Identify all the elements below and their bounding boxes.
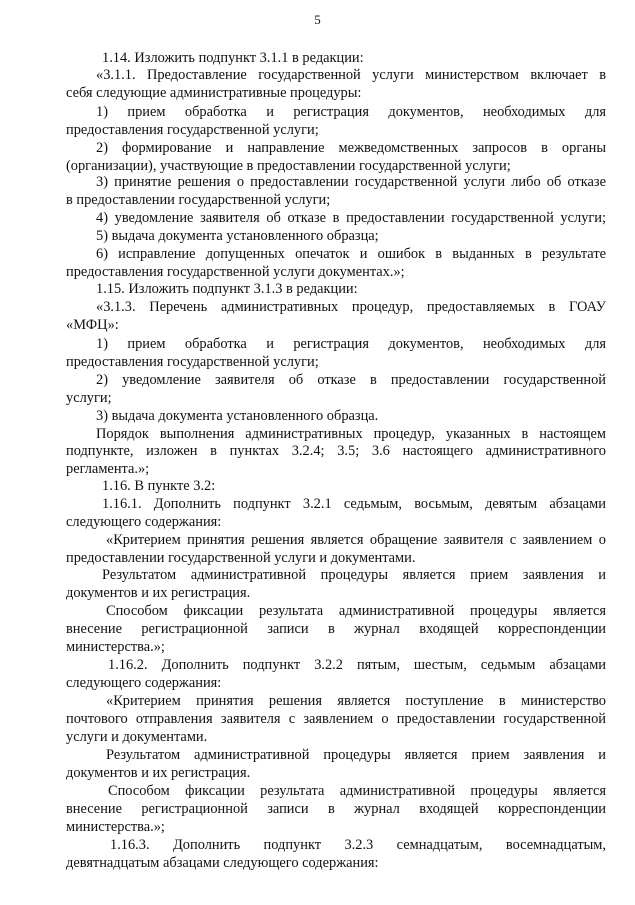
text-line: «Критерием принятия решения является обращение заявителя с заявлением о [106, 532, 606, 548]
text-line: внесение регистрационной записи в журнал входящей корреспонденции [66, 621, 606, 637]
text-line: 2) формирование и направление межведомственных запросов в органы [96, 140, 606, 156]
text-line: «Критерием принятия решения является поступление в министерство [106, 693, 606, 709]
text-line: 1.16.3. Дополнить подпункт 3.2.3 семнадцатым, восемнадцатым, [110, 837, 606, 853]
text-line: Результатом административной процедуры является прием заявления и [102, 567, 606, 583]
text-line: 3) принятие решения о предоставлении государственной услуги либо об отказе [96, 174, 606, 190]
text-line: 1) прием обработка и регистрация документов, необходимых для [96, 104, 606, 120]
text-line: 1.14. Изложить подпункт 3.1.1 в редакции: [102, 50, 364, 66]
text-line: услуги; [66, 390, 112, 406]
text-line: «МФЦ»: [66, 317, 119, 333]
text-line: 2) уведомление заявителя об отказе в предоставлении государственной [96, 372, 606, 388]
text-line: Порядок выполнения административных процедур, указанных в настоящем [96, 426, 606, 442]
text-line: 1.16.1. Дополнить подпункт 3.2.1 седьмым, восьмым, девятым абзацами [102, 496, 606, 512]
text-line: подпункте, изложен в пунктах 3.2.4; 3.5; 3.6 настоящего административного [66, 443, 606, 459]
text-line: почтового отправления заявителя с заявлением о предоставлении государственной [66, 711, 606, 727]
text-line: предоставления государственной услуги; [66, 354, 319, 370]
text-line: «3.1.3. Перечень административных процедур, предоставляемых в ГОАУ [96, 299, 606, 315]
text-line: документов и их регистрация. [66, 765, 251, 781]
text-line: 4) уведомление заявителя об отказе в предоставлении государственной услуги; [96, 210, 606, 226]
text-line: в предоставлении государственной услуги; [66, 192, 331, 208]
page-number: 5 [314, 12, 321, 27]
text-line: 5) выдача документа установленного образца; [96, 228, 379, 244]
text-line: девятнадцатым абзацами следующего содержания: [66, 855, 379, 871]
text-line: Результатом административной процедуры является прием заявления и [106, 747, 606, 763]
text-line: Способом фиксации результата административной процедуры является [106, 603, 606, 619]
text-line: 1.15. Изложить подпункт 3.1.3 в редакции: [96, 281, 358, 297]
text-line: Способом фиксации результата административной процедуры является [108, 783, 606, 799]
text-line: регламента.»; [66, 461, 150, 477]
text-line: 3) выдача документа установленного образца. [96, 408, 379, 424]
text-line: «3.1.1. Предоставление государственной услуги министерством включает в [96, 67, 606, 83]
text-line: 1.16.2. Дополнить подпункт 3.2.2 пятым, шестым, седьмым абзацами [108, 657, 606, 673]
text-line: предоставлении государственной услуги и документами. [66, 550, 416, 566]
text-line: следующего содержания: [66, 514, 222, 530]
text-line: 1) прием обработка и регистрация документов, необходимых для [96, 336, 606, 352]
text-line: следующего содержания: [66, 675, 222, 691]
text-line: 6) исправление допущенных опечаток и ошибок в выданных в результате [96, 246, 606, 262]
text-line: министерства.»; [66, 639, 165, 655]
text-line: себя следующие административные процедуры: [66, 85, 362, 101]
text-line: документов и их регистрация. [66, 585, 251, 601]
text-line: предоставления государственной услуги документах.»; [66, 264, 405, 280]
text-line: услуги и документами. [66, 729, 208, 745]
text-line: предоставления государственной услуги; [66, 122, 319, 138]
text-line: 1.16. В пункте 3.2: [102, 478, 216, 494]
text-line: внесение регистрационной записи в журнал входящей корреспонденции [66, 801, 606, 817]
text-line: (организации), участвующие в предоставлении государственной услуги; [66, 158, 511, 174]
text-line: министерства.»; [66, 819, 165, 835]
